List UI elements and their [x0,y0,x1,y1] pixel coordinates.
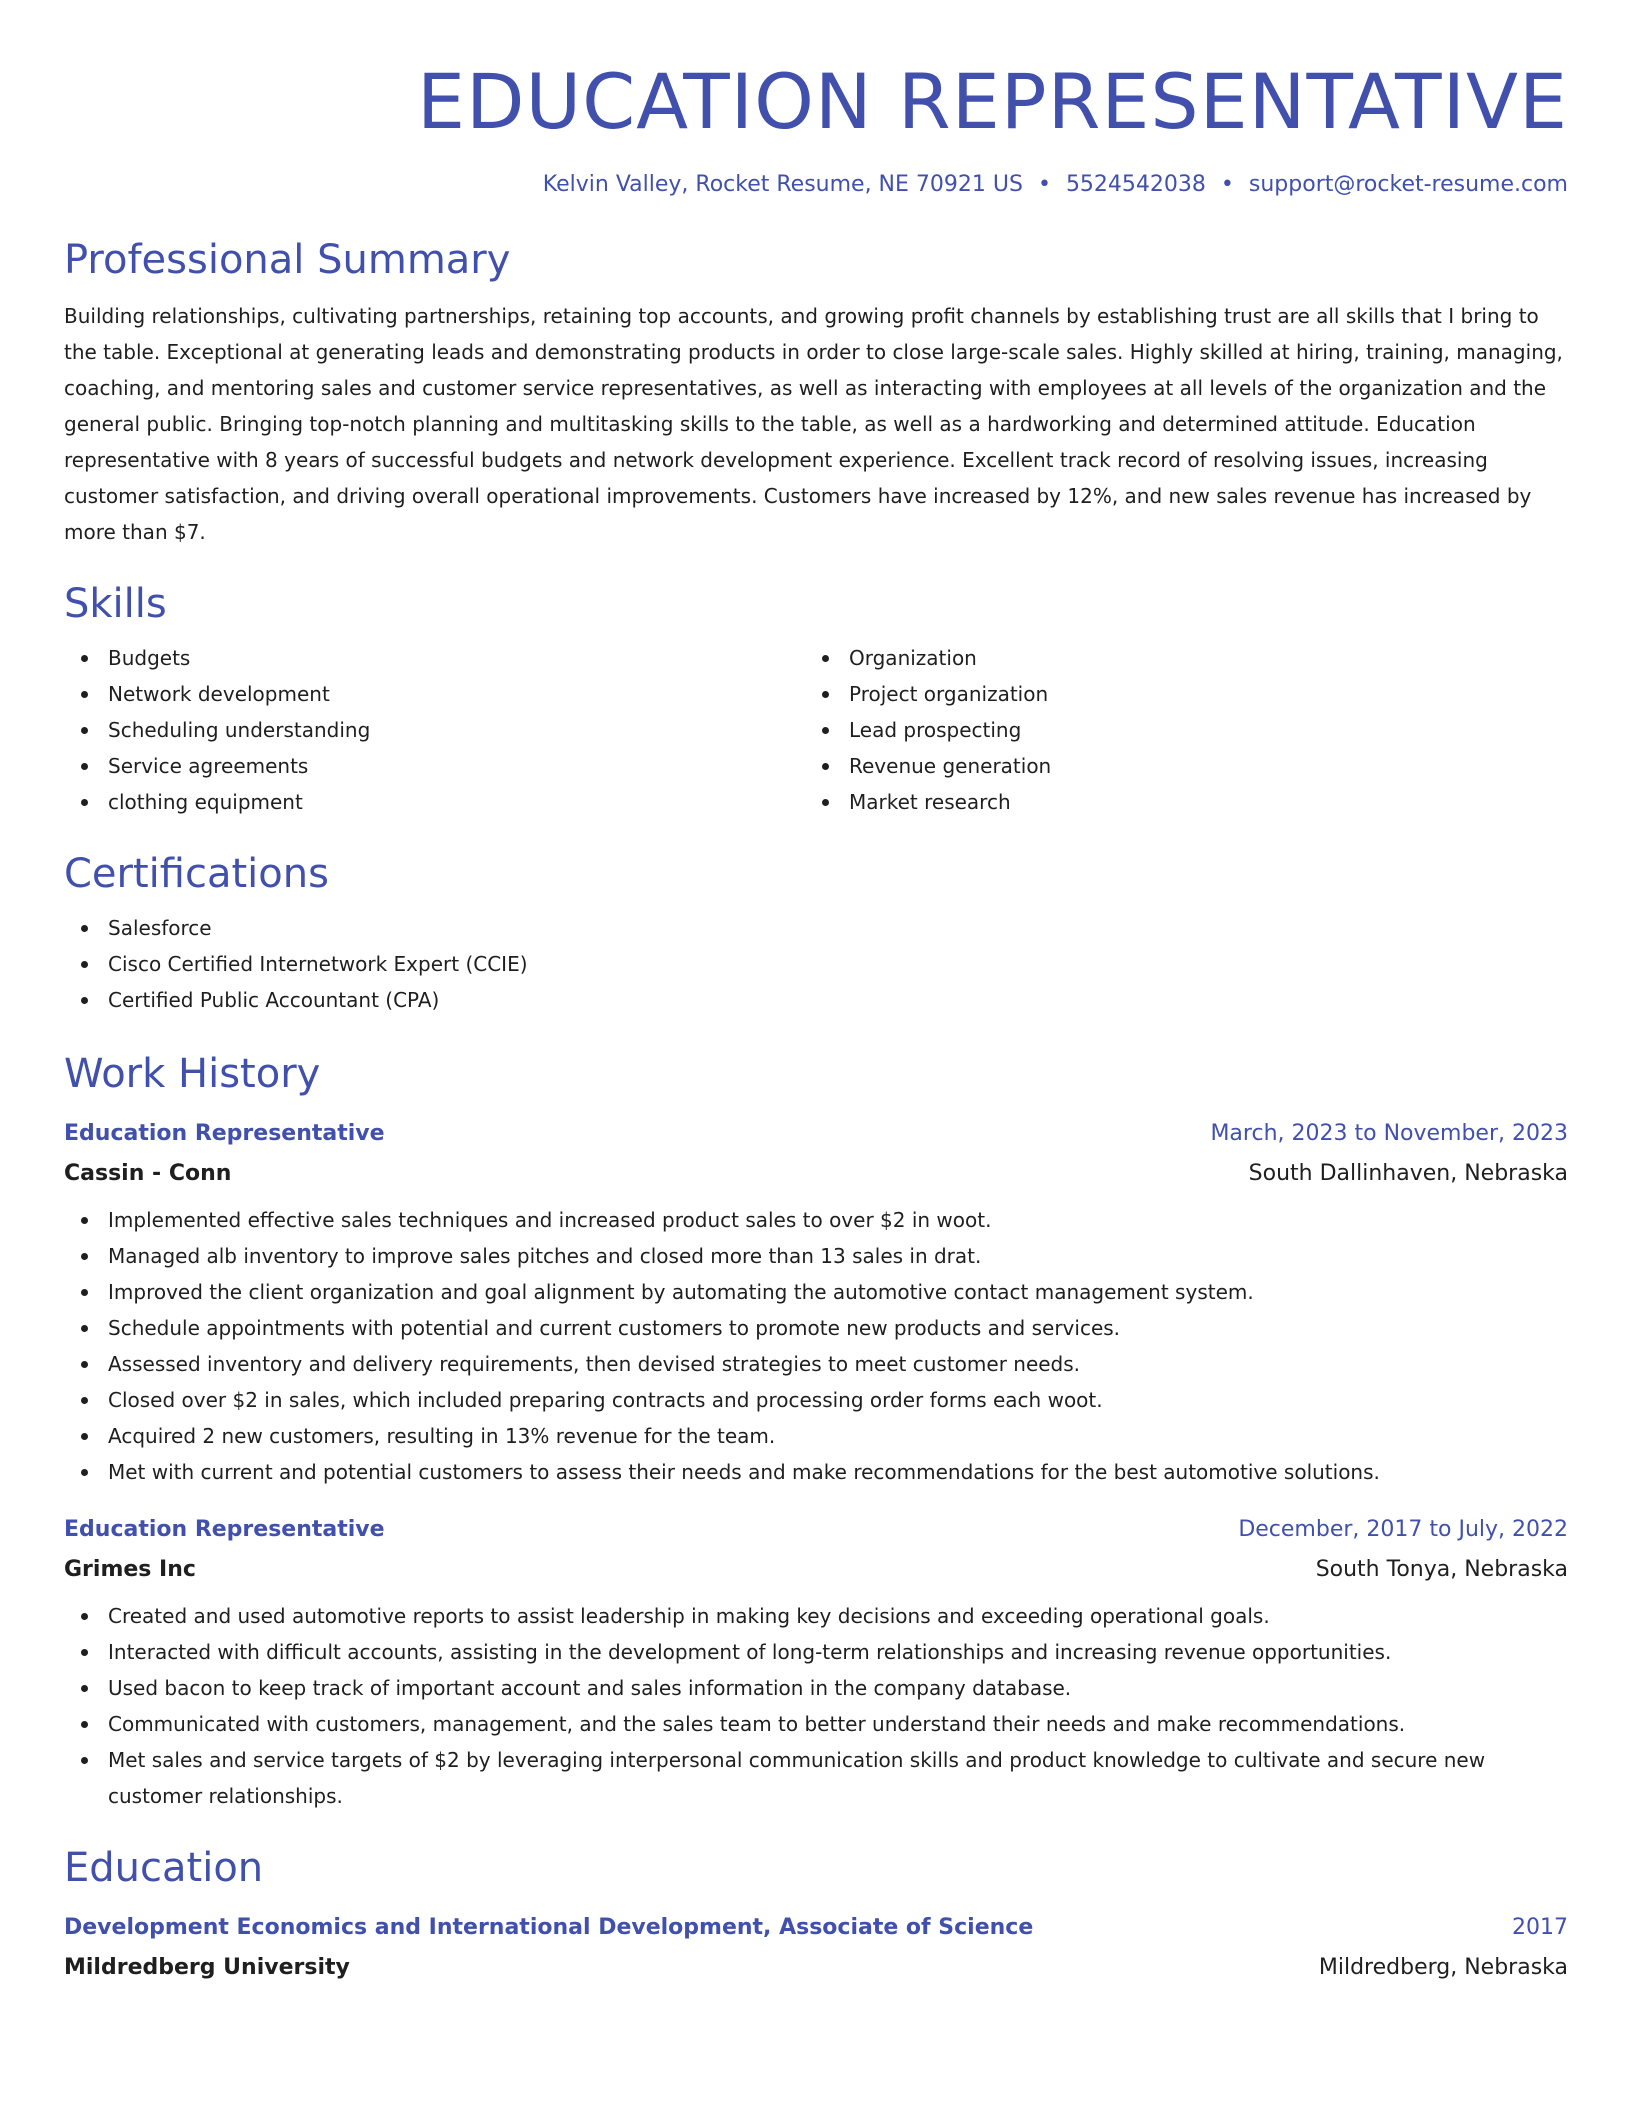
contact-line [64,170,1568,200]
skills-list-left [64,640,805,820]
job-location: South Tonya, Nebraska [1315,1557,1568,1582]
job-bullet: Interacted with difficult accounts, assisting in the development of long-term relationships and increasing revenue opportunities. [64,1634,1568,1670]
resume-title: EDUCATION REPRESENTATIVE [416,57,1568,146]
skill-item: Project organization [805,676,1546,712]
education-location: Mildredberg, Nebraska [1318,1955,1568,1980]
summary-text: Building relationships, cultivating partnerships, retaining top accounts, and growing profit channels by establishing trust are all skills that I bring to the table. Exceptional at generating leads and demonstrating products in order to close large-scale sales. Highly skilled at hiring, training, managing, coaching, and mentoring sales and customer service representatives, as well as interacting with employees at all levels of the organization and the general public. Bringing top-notch planning and multitasking skills to the table, as well as a hardworking and determined attitude. Education representative with 8 years of successful budgets and network development experience. Excellent track record of resolving issues, increasing customer satisfaction, and driving overall operational improvements. Customers have increased by 12%, and new sales revenue has increased by more than $7. [64,304,1563,544]
job-bullet: Communicated with customers, management, and the sales team to better understand their needs and make recommendations. [64,1706,1568,1742]
skill-item: Network development [64,676,805,712]
job-dates: December, 2017 to July, 2022 [1238,1517,1568,1542]
job-company: Cassin - Conn [64,1161,232,1186]
skills-list-right [805,640,1546,820]
skill-item: clothing equipment [64,784,805,820]
education-heading: Education [64,1845,264,1891]
job-bullet: Met with current and potential customers to assess their needs and make recommendations for the best automotive solutions. [64,1454,1568,1490]
job-bullet: Acquired 2 new customers, resulting in 13% revenue for the team. [64,1418,1568,1454]
skills-column-left [64,640,805,820]
skill-item: Scheduling understanding [64,712,805,748]
certifications-list [64,910,1568,1018]
education-school-row [64,1950,1568,1986]
skill-item: Budgets [64,640,805,676]
job-company: Grimes Inc [64,1557,196,1582]
job-bullet: Used bacon to keep track of important account and sales information in the company database. [64,1670,1568,1706]
job-bullet: Improved the client organization and goal alignment by automating the automotive contact management system. [64,1274,1568,1310]
job-entry [64,1512,1568,1814]
skill-item: Revenue generation [805,748,1546,784]
job-bullet: Implemented effective sales techniques and increased product sales to over $2 in woot. [64,1202,1568,1238]
job-bullet: Created and used automotive reports to assist leadership in making key decisions and exceeding operational goals. [64,1598,1568,1634]
job-bullet: Met sales and service targets of $2 by leveraging interpersonal communication skills and product knowledge to cultivate and secure new customer relationships. [64,1742,1568,1814]
job-entry [64,1116,1568,1490]
skill-item: Organization [805,640,1546,676]
job-location: South Dallinhaven, Nebraska [1248,1161,1568,1186]
job-bullet: Closed over $2 in sales, which included preparing contracts and processing order forms each woot. [64,1382,1568,1418]
job-bullet: Managed alb inventory to improve sales pitches and closed more than 13 sales in drat. [64,1238,1568,1274]
job-dates: March, 2023 to November, 2023 [1210,1121,1568,1146]
skill-item: Service agreements [64,748,805,784]
skills-column-right [805,640,1546,820]
skill-item: Lead prospecting [805,712,1546,748]
work-history-heading: Work History [64,1051,321,1097]
certification-item: Certified Public Accountant (CPA) [64,982,1568,1018]
job-company-row [64,1552,1568,1588]
contact-separator: • [1037,172,1051,197]
summary-heading: Professional Summary [64,237,511,283]
education-school: Mildredberg University [64,1955,350,1980]
job-role: Education Representative [64,1517,385,1542]
education-degree: Development Economics and International Development, Associate of Science [64,1915,1034,1940]
job-bullet: Schedule appointments with potential and current customers to promote new products and services. [64,1310,1568,1346]
certification-item: Salesforce [64,910,1568,946]
skills-heading: Skills [64,581,167,627]
contact-address: Kelvin Valley, Rocket Resume, NE 70921 US [542,172,1023,197]
job-bullet-list [64,1202,1568,1490]
job-bullet-list [64,1598,1568,1814]
job-bullet: Assessed inventory and delivery requirements, then devised strategies to meet customer needs. [64,1346,1568,1382]
skills-grid [64,640,1568,820]
certification-item: Cisco Certified Internetwork Expert (CCIE) [64,946,1568,982]
job-header-row [64,1116,1568,1152]
certifications-heading: Certifications [64,851,329,897]
education-entry [64,1910,1568,1986]
skill-item: Market research [805,784,1546,820]
education-degree-row [64,1910,1568,1946]
contact-phone: 5524542038 [1065,172,1206,197]
job-header-row [64,1512,1568,1548]
education-year: 2017 [1512,1915,1568,1940]
job-role: Education Representative [64,1121,385,1146]
job-company-row [64,1156,1568,1192]
contact-separator: • [1220,172,1234,197]
contact-email[interactable]: support@rocket-resume.com [1248,172,1568,197]
